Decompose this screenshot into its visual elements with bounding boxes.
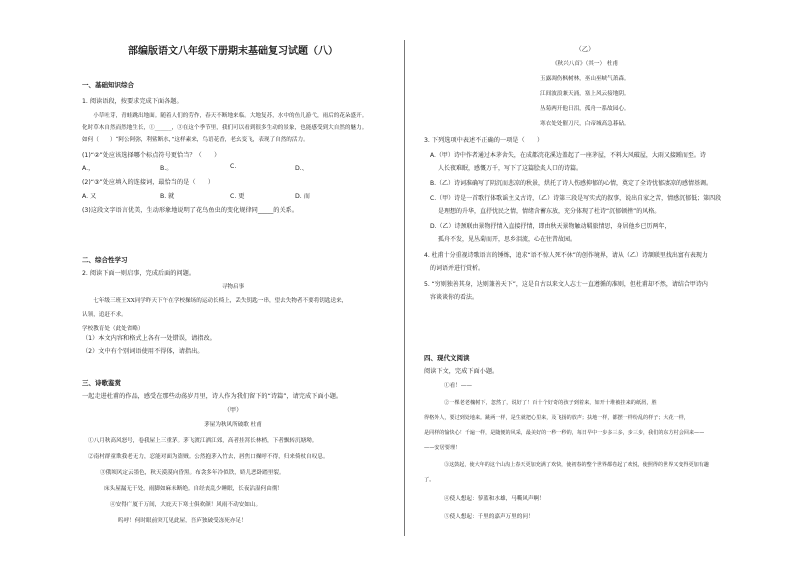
q4-line-2: 的词语并进行赏析。 [430,265,485,272]
poem-yi-line-4: 寒衣处处催刀尺，白帝城高急暮砧。 [540,121,630,127]
s1-q2-option-b[interactable]: B. 就 [160,193,175,200]
poem-jia-line-1: ①八月秋高风怒号，卷我屋上三重茅。茅飞渡江洒江郊，高者挂罥长林梢，下者飘转沉塘坳。 [88,438,318,444]
s1-q3: (3)这段文字语言优美，生动形象地说明了花鸟鱼虫的变化规律同_____的关系。 [82,207,299,214]
s1-question: 1. 阅读语段，按要求完成下面各题。 [82,98,183,105]
notice-line-2: 认领，追赶不求。 [82,312,127,318]
s2-question: 2. 阅读下面一则启事，完成后面的问题。 [82,270,196,277]
s1-line-2: 化时草木自然而然地生长，①______，③在这个季节里，我们可以看到很多生动的景象，也能感受到大自然的魅力。 [82,125,368,131]
s2-q1: （1）本文内容和格式上各有一处错误，请指改。 [82,335,216,342]
q3-option-c-line-2: 是理想的升华，直抒忧民之情，情绪含蓄东放，充分体现了杜诗“沉郁顿挫”的风格。 [438,208,661,215]
text-para-2-line-3: 是同样的愉快心！千遍一样，是随便的风采，最美好的一秒一秒的，每日早中一步多三多，步三步，我们的东方村会回来—— [424,430,705,436]
q3-option-d-line-1[interactable]: D.（乙）诗颈联由景物抒情入直接抒情，即由秋天景物触动羁旅情思，身居他乡已历两年， [430,223,671,230]
page-title: 部编版语文八年级下册期末基础复习试题（八） [128,46,338,57]
text-para-2-line-4: ——安居要理！ [424,445,461,451]
s1-q2-option-c[interactable]: C. 更 [230,193,245,200]
q5-line-2: 容谈谈你的看法。 [430,294,479,301]
s2-q2: （2）文中有个别词语使用不得体，请指出。 [82,348,204,355]
poem-jia-line-3: ③俄顷风定云墨色，秋天漠漠向昏黑。布衾多年冷似铁，娇儿恶卧踏里裂。 [100,470,285,476]
q4-line-1: 4. 杜甫十分重视诗歌语言的锤炼，追求“语不惊人死不休”的创作境界，请从（乙）诗颔联里找出富有表现力 [424,252,708,259]
section-1-title: 一、基础知识综合 [82,81,134,89]
s1-q1-option-d[interactable]: D.、 [295,165,308,172]
section-4-title: 四、现代文阅读 [424,354,470,362]
s1-q1-option-b[interactable]: B.。 [160,165,173,172]
q3-option-b[interactable]: B.（乙）诗词准确写了阴沉而悲凉的秋景，烘托了诗人伤感抑郁的心情，奠定了全诗忧郁凄凉的感情基调。 [430,180,713,187]
poem-jia-line-5: ④安得广厦千万间，大庇天下寒士俱欢颜！风雨不动安如山。 [110,502,262,508]
poem-yi-label: （乙） [575,45,595,53]
text-para-5: ⑤使人想起：千里的嘉声万里的问！ [444,514,534,520]
poem-jia-label: （甲） [223,407,243,414]
text-para-1: ①看！—— [444,383,472,389]
notice-line-1: 七年级三班王XX同学昨天下午在学校操场的运动长椅上，丢失钥匙一串，望去失物者不要将钥匙送来， [82,298,348,304]
poem-jia-line-6: 呜呼！何时眼前突兀见此屋，吾庐独破受冻死亦足！ [118,518,247,524]
poem-yi-title: 《秋兴八首》（其一） 杜甫 [551,61,619,67]
poem-yi-line-2: 江间波浪兼天涌，塞上风云接地阴。 [540,91,630,97]
s3-question: 一起走进杜甫的作品，感受在那些动荡岁月里，诗人作为我们留下的“诗篇”，请完成下面小题。 [82,393,343,400]
text-para-3-line-1: ③这鼓起，使大年的这个山沟上春天更加充满了欢快，使初春的整个世界都卷起了欢悦，使照得的世界又变得更加有趣 [444,462,709,468]
column-divider [404,40,405,536]
q3-option-a-line-1[interactable]: A.（甲）诗中作者通过本茅舍失，在成都浣花溪边盖起了一座茅屋，不料大风破屋，大雨又接踵而至。诗 [430,152,706,159]
poem-yi-line-3: 丛菊两开他日泪，孤舟一系故园心。 [540,106,630,112]
text-para-4: ④使人想起：蓼蓝和水雄，马嘶风声啊！ [444,496,545,502]
q3-stem: 3. 下列选项中表述不正确的一项是（ ） [424,137,544,144]
poem-yi-line-1: 玉露凋伤枫树林，巫山巫峡气萧森。 [540,76,630,82]
s4-question: 阅读下文，完成下面小题。 [424,368,499,375]
s1-line-3: 如何（ ）“阿公阿弥，利鲨断水，”这样素来，鸟语花香，老幺变飞，表现了自然的活力。 [82,137,309,143]
poem-jia-line-4: 床头屋漏无干处，雨脚如麻未断绝。自经丧乱少睡眠，长夜沾湿何由彻！ [104,486,284,492]
s1-q2-option-a[interactable]: A. 又 [82,193,97,200]
text-para-2-line-2: 得格外人，要过到处地来。跳两一样，是生就把心里来，及飞扬的放声；扶地一样，都摆一样纷乱的样子；大花一样， [424,415,689,421]
section-2-title: 二、综合性学习 [82,256,128,264]
q3-option-d-line-2: 孤舟不发，见丛菊而开，思乡泪流，心在往昔故园。 [438,236,577,243]
text-para-2-line-1: ②一棵老老槐树下，忽然了，说好了！百十个好奇的孩子到着来，如开十堆被挂来的纸屑，胜 [444,400,657,406]
poem-jia-line-2: ②南村群童欺我老无力，忍能对面为盗贼。公然抱茅入竹去，唇焦口燥呼不得，归来倚杖自叹息。 [88,454,329,460]
q3-option-a-line-2: 人长夜难眠，感慨万千，写下了这篇脍炙人口的诗篇。 [438,165,583,172]
text-para-3-line-2: 了。 [424,477,435,483]
notice-title: 寻物启事 [221,284,245,290]
s1-q2: (2)“③”处应填入的连接词，最恰当的是（ ） [82,179,215,186]
q3-option-c-line-1[interactable]: C.（甲）诗是一首歌行体歌谣主义古诗，（乙）诗第三段是写实式的叙事，说出自家之苦，情感沉郁低；第四段 [430,195,722,202]
s1-q1-option-c[interactable]: C. [230,163,237,170]
section-3-title: 三、诗歌鉴赏 [82,379,121,387]
notice-line-3: 学校教育处（此处省略） [82,326,144,332]
s1-q1-option-a[interactable]: A.， [82,165,95,172]
poem-jia-title: 茅屋为秋风所破歌 杜甫 [204,422,262,428]
q5-line-1: 5. “穷则独善其身，达则兼善天下”，这是自古以来文人志士一直遵循的准则，但杜甫却不然，请结合甲诗内 [424,281,708,288]
s1-q1: (1)“②”处应该选择哪个标点符号更恰当？（ ） [82,152,221,159]
s1-q2-option-d[interactable]: D. 而 [295,193,310,200]
s1-line-1: 小草吐芽，青蛙跳出地面。随着人们的劳作，春天不断地来临。大地复苏，水中的鱼儿游弋，雨后的花朵盛开。 [82,113,368,119]
